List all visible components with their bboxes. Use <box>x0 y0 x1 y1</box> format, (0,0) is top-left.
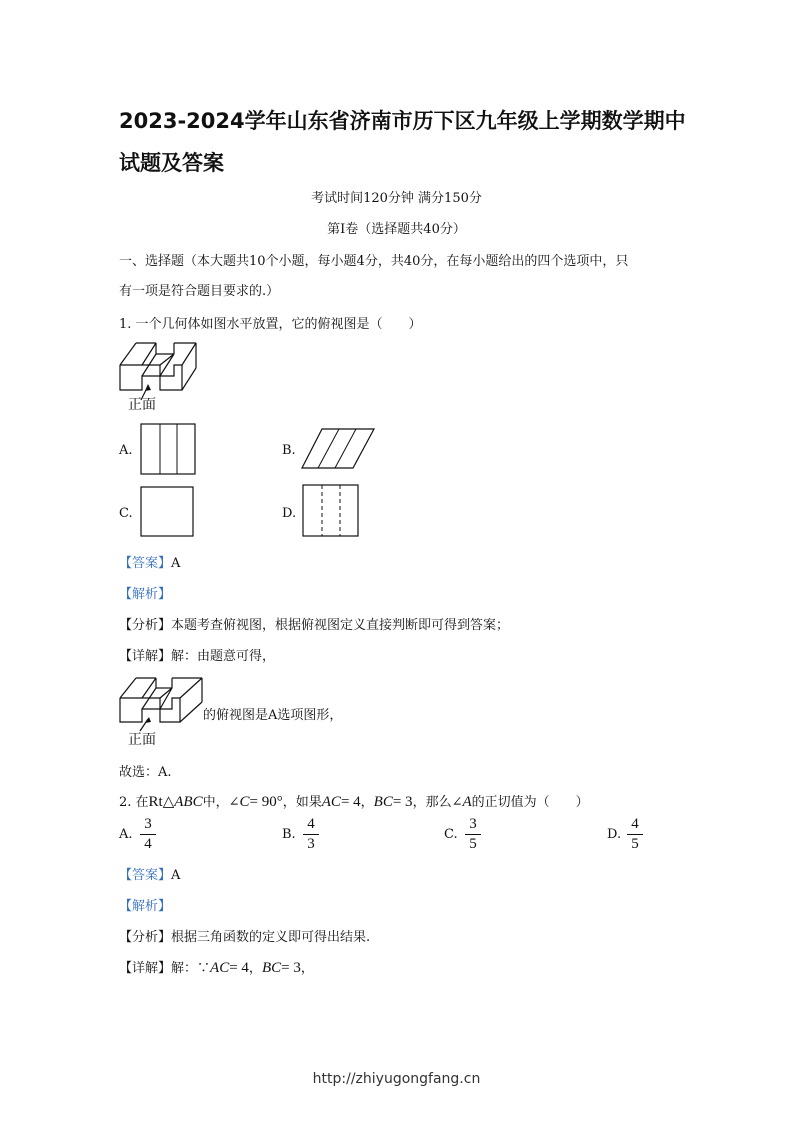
q2-comma: ， <box>360 795 374 810</box>
q2-fenxi-tag: 【分析】 <box>119 930 172 945</box>
q2-option-b-label: B. <box>282 827 296 842</box>
q1-answer <box>119 552 180 571</box>
q2-option-d-numerator: 4 <box>631 816 639 832</box>
q2-stem <box>119 791 589 811</box>
q2-a: A <box>462 794 472 810</box>
section-heading-line2: 有一项是符合题目要求的.） <box>119 284 280 299</box>
q2-option-c-fraction <box>463 816 483 853</box>
q1-front-label-repeat: 正面 <box>128 732 156 748</box>
q2-option-c-numerator: 3 <box>469 816 477 832</box>
q2-detail-bc: BC <box>261 960 282 976</box>
q1-option-d-figure <box>302 484 360 538</box>
q2-zhong: 中，∠ <box>202 795 240 810</box>
section-heading-line1: 一、选择题（本大题共10个小题，每小题4分，共40分，在每小题给出的四个选项中，只 <box>119 254 629 269</box>
q2-tail: 的正切值为（ ） <box>471 795 589 810</box>
q1-option-d-label: D. <box>282 506 297 521</box>
q2-option-c-denominator: 5 <box>469 836 477 852</box>
q2-option-a-label: A. <box>119 827 133 842</box>
q1-answer-tag: 【答案】 <box>119 556 172 571</box>
q2-ac: AC <box>321 794 341 810</box>
q2-ruguo: ，如果 <box>282 795 322 810</box>
q2-detail-ac: AC <box>210 960 230 976</box>
q2-eq3: = 3 <box>392 794 413 810</box>
q2-option-d-fraction <box>625 816 645 853</box>
q1-fenxi-tag: 【分析】 <box>119 618 172 633</box>
q2-rt: Rt△ <box>148 794 175 810</box>
q2-option-a-denominator: 4 <box>144 836 152 852</box>
q2-num: 2. 在 <box>119 795 149 810</box>
q2-detail-tag: 【详解】 <box>119 961 172 976</box>
q2-option-b-numerator: 4 <box>307 816 315 832</box>
q2-option-b-denominator: 3 <box>307 836 315 852</box>
footer-url[interactable]: http://zhiyugongfang.cn <box>312 1071 481 1087</box>
q1-detail <box>119 645 275 664</box>
q2-eq90: = 90° <box>249 794 283 810</box>
q2-fenxi <box>119 926 370 945</box>
q2-analysis-tag: 【解析】 <box>119 899 172 914</box>
q2-answer <box>119 864 180 883</box>
q1-option-c-label: C. <box>119 506 133 521</box>
q2-answer-tag: 【答案】 <box>119 868 172 883</box>
q1-after-figure: 的俯视图是A选项图形， <box>203 708 343 723</box>
q2-option-a-numerator: 3 <box>144 816 152 832</box>
q1-answer-value: A <box>171 556 181 571</box>
q1-conclusion: 故选：A. <box>119 765 172 780</box>
q1-stem: 1. 一个几何体如图水平放置，它的俯视图是（ ） <box>119 317 422 332</box>
q1-option-a-figure <box>140 423 197 476</box>
doc-title-line1: 2023-2024学年山东省济南市历下区九年级上学期数学期中 <box>119 109 686 133</box>
q2-name-a: ，那么∠ <box>412 795 463 810</box>
q2-option-d-denominator: 5 <box>631 836 639 852</box>
doc-title-line2: 试题及答案 <box>119 151 224 175</box>
q2-bc: BC <box>373 794 393 810</box>
q2-option-c-label: C. <box>444 827 458 842</box>
q2-c: C <box>239 794 250 810</box>
q2-detail-eq3: = 3 <box>281 960 301 976</box>
exam-info: 考试时间120分钟 满分150分 <box>311 191 482 206</box>
q1-detail-text: 解：由题意可得， <box>171 649 276 664</box>
q1-fenxi <box>119 614 509 633</box>
q2-detail-comma: ， <box>248 961 262 976</box>
q2-detail <box>119 957 314 977</box>
q2-eq4: = 4 <box>340 794 361 810</box>
q2-detail-eq4: = 4 <box>229 960 249 976</box>
q1-option-a-label: A. <box>119 443 133 458</box>
q2-fenxi-text: 根据三角函数的定义即可得出结果. <box>171 930 371 945</box>
q2-answer-value: A <box>171 868 181 883</box>
q2-abc: ABC <box>174 794 203 810</box>
q2-detail-end: ， <box>300 961 314 976</box>
q1-option-b-figure <box>300 428 376 470</box>
q1-front-label: 正面 <box>128 397 156 413</box>
q2-option-b-fraction <box>301 816 321 853</box>
q2-option-a-fraction <box>138 816 158 853</box>
q2-option-d-label: D. <box>607 827 622 842</box>
q1-option-c-figure <box>140 486 195 538</box>
q1-detail-tag: 【详解】 <box>119 649 172 664</box>
volume-heading: 第I卷（选择题共40分） <box>327 222 466 237</box>
q2-detail-pre: 解：∵ <box>171 961 211 976</box>
q1-fenxi-text: 本题考查俯视图，根据俯视图定义直接判断即可得到答案； <box>171 618 510 633</box>
q1-analysis-tag: 【解析】 <box>119 587 172 602</box>
q1-option-b-label: B. <box>282 443 296 458</box>
